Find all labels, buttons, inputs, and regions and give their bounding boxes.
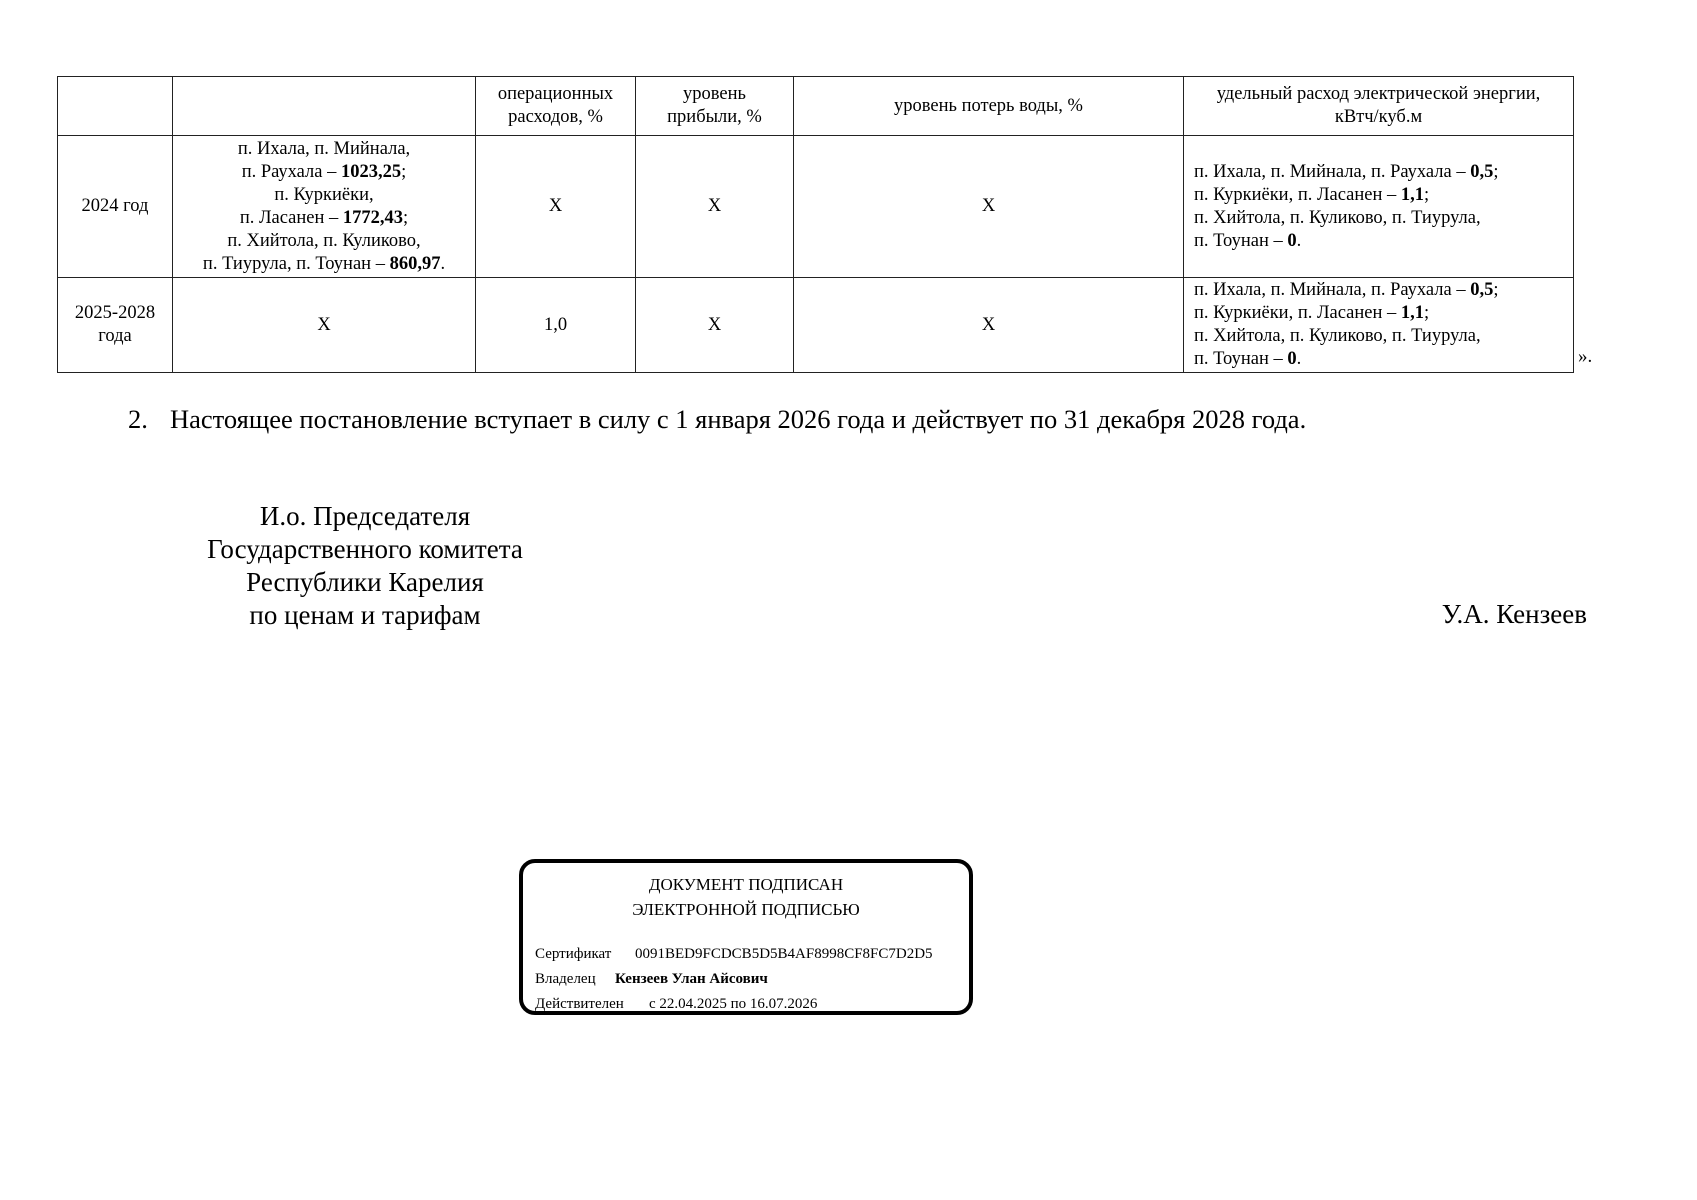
opex-cell: Х [476,136,636,278]
table-row [58,278,1574,373]
signer-position-line: И.о. Председателя [259,501,471,531]
closing-quote: ». [1578,346,1593,367]
header-cell-opex [476,77,636,136]
cell-line: п. Ихала, п. Мийнала, п. Раухала – 0,5; [1194,280,1499,300]
cell-line: п. Тоунан – 0. [1194,349,1302,369]
stamp-validity-label: Действителен [535,996,624,1012]
cell-line: п. Раухала – 1023,25; [241,161,407,182]
stamp-owner-value: Кензеев Улан Айсович [615,971,768,987]
header-cell-line: уровень [683,84,746,104]
header-cell-period [58,77,173,136]
tariff-indicators-table [57,76,1574,373]
header-cell-line: прибыли, % [667,107,762,127]
stamp-certificate-row [535,946,933,963]
header-cell-profit [636,77,794,136]
signer-position-line: Республики Карелия [246,567,484,597]
cell-line: п. Куркиёки, п. Ласанен – 1,1; [1194,303,1430,323]
stamp-certificate-label: Сертификат [535,946,612,962]
stamp-certificate-value: 0091BED9FCDCB5D5B4AF8998CF8FC7D2D5 [635,946,933,962]
stamp-title-line: ЭЛЕКТРОННОЙ ПОДПИСЬЮ [632,900,860,919]
header-cell-line: удельный расход электрической энергии, [1216,84,1541,104]
volume-cell: Х [173,278,476,373]
cell-line: п. Ласанен – 1772,43; [239,207,409,228]
cell-line: п. Ихала, п. Мийнала, п. Раухала – 0,5; [1194,161,1499,182]
cell-line: п. Хийтола, п. Куликово, п. Тиурула, [1194,326,1481,346]
header-cell-energy [1184,77,1574,136]
signer-position-line: Государственного комитета [207,534,523,564]
signer-position-line: по ценам и тарифам [249,600,481,630]
cell-line: п. Хийтола, п. Куликово, [227,230,421,251]
volume-cell [173,136,476,278]
cell-line: п. Тоунан – 0. [1194,230,1302,251]
table-header-row [58,77,1574,136]
cell-line: п. Тиурула, п. Тоунан – 860,97. [202,253,446,274]
header-cell-line: кВтч/куб.м [1334,107,1423,127]
signer-name: У.А. Кензеев [1441,599,1587,629]
water-loss-cell: Х [794,136,1184,278]
signer-position [165,500,565,632]
cell-line: п. Ихала, п. Мийнала, [237,138,411,159]
cell-line: 2025-2028 [74,303,156,323]
energy-cell [1184,278,1574,373]
period-cell: 2024 год [58,136,173,278]
header-cell-water-loss: уровень потерь воды, % [794,77,1184,136]
clause-text: Настоящее постановление вступает в силу с 1 января 2026 года и действует по 31 декабря 2028 года. [170,404,1307,434]
stamp-owner-row [535,971,768,988]
opex-cell: 1,0 [476,278,636,373]
profit-cell: Х [636,278,794,373]
electronic-signature-stamp [519,859,973,1015]
profit-cell: Х [636,136,794,278]
cell-line: п. Хийтола, п. Куликово, п. Тиурула, [1194,207,1481,228]
header-cell-line: операционных [497,84,614,104]
stamp-validity-value: с 22.04.2025 по 16.07.2026 [649,996,818,1012]
stamp-owner-label: Владелец [535,971,596,987]
cell-line: п. Куркиёки, [274,184,374,205]
clause-paragraph [128,404,1306,435]
header-cell-line: расходов, % [508,107,603,127]
water-loss-cell: Х [794,278,1184,373]
table-row [58,136,1574,278]
stamp-validity-row [535,996,817,1013]
clause-number: 2. [128,404,148,434]
cell-line: года [98,326,132,346]
header-cell-volume [173,77,476,136]
energy-cell [1184,136,1574,278]
stamp-title-line: ДОКУМЕНТ ПОДПИСАН [648,875,844,894]
period-cell [58,278,173,373]
cell-line: п. Куркиёки, п. Ласанен – 1,1; [1194,184,1430,205]
stamp-title [523,872,969,922]
